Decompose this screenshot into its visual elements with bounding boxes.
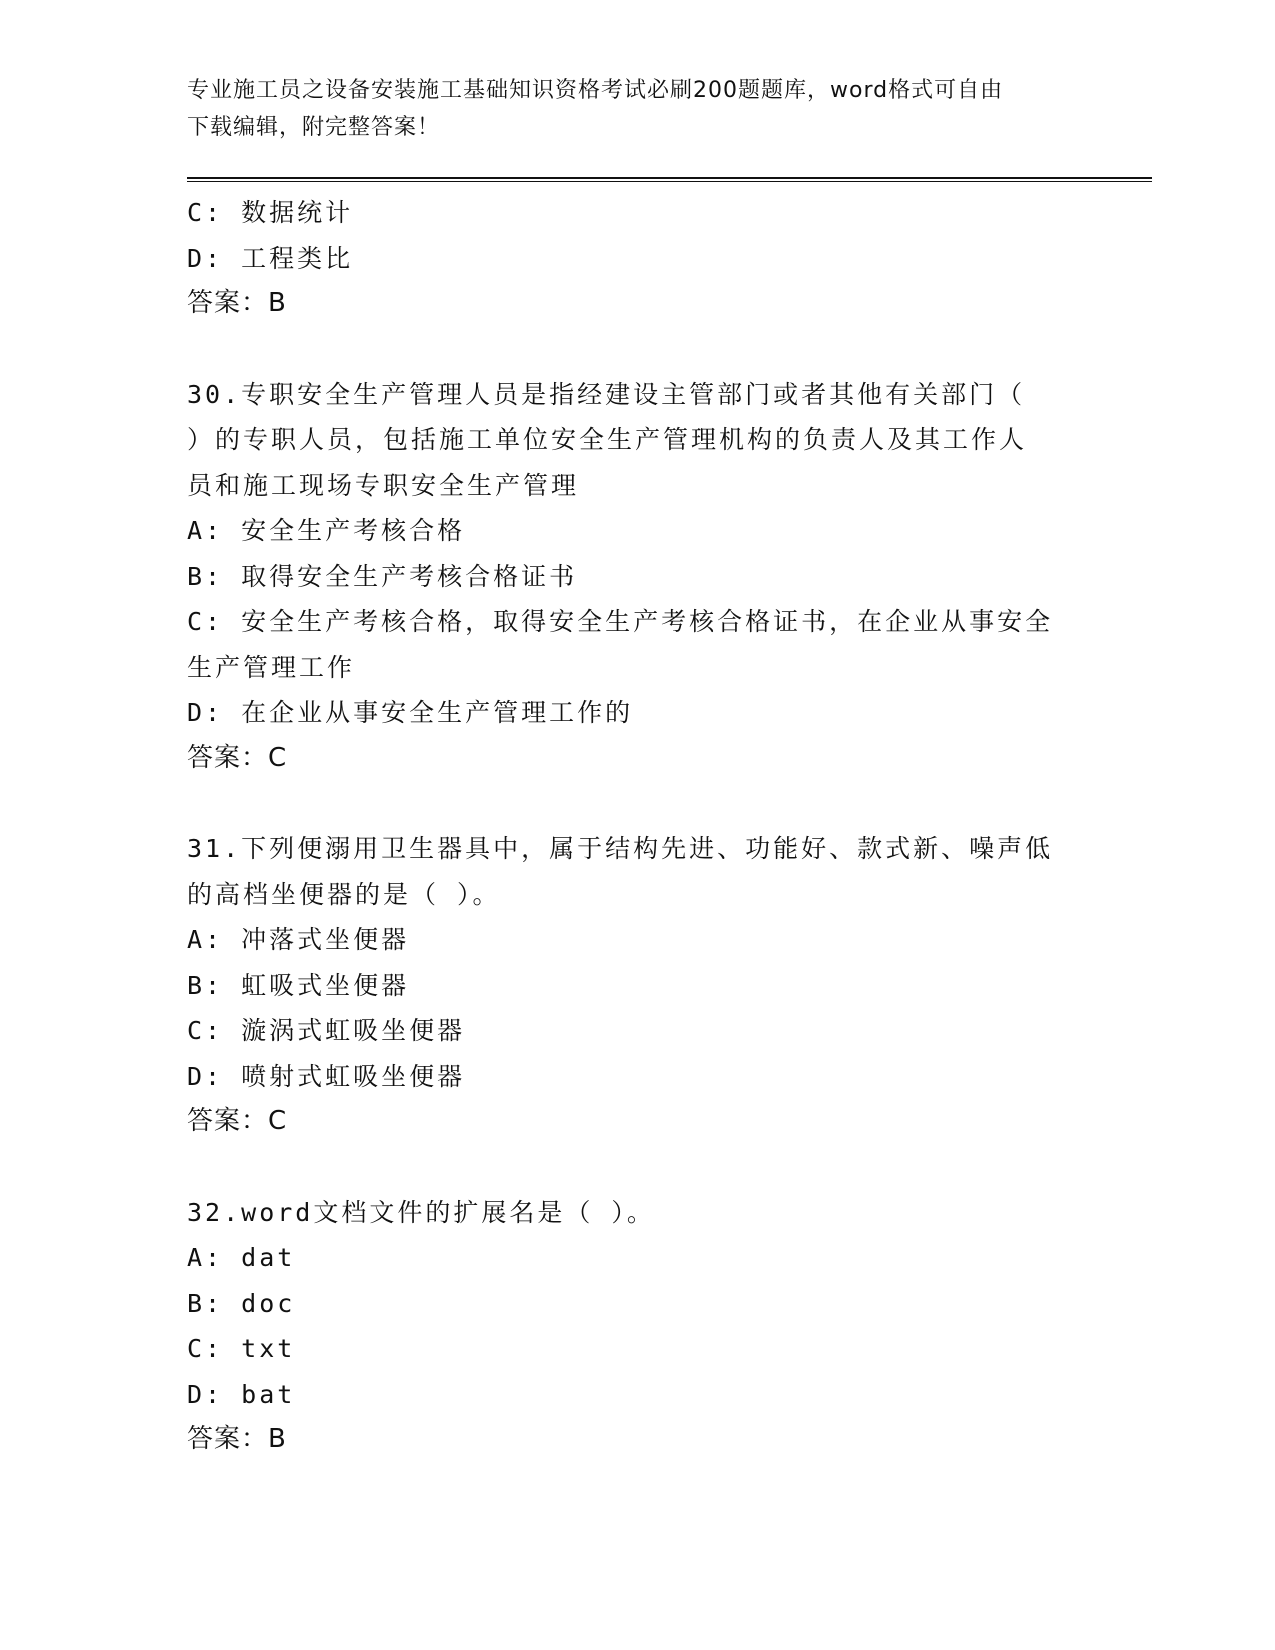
question-text-line: 31.下列便溺用卫生器具中，属于结构先进、功能好、款式新、噪声低 xyxy=(187,834,1054,863)
option-b: B: 虹吸式坐便器 xyxy=(187,970,410,1000)
option-c-continued: 生产管理工作 xyxy=(187,652,356,682)
question-29-tail xyxy=(187,190,1087,327)
header-line-1: 专业施工员之设备安装施工基础知识资格考试必刷200题题库，word格式可自由 xyxy=(187,78,1004,103)
question-30 xyxy=(187,372,1087,782)
option-c: C: 数据统计 xyxy=(187,198,354,227)
question-31 xyxy=(187,826,1087,1145)
question-32 xyxy=(187,1190,1087,1463)
spacer xyxy=(187,781,1087,826)
option-c: C: 漩涡式虹吸坐便器 xyxy=(187,1016,466,1045)
option-d: D: 在企业从事安全生产管理工作的 xyxy=(187,698,634,727)
spacer xyxy=(187,327,1087,372)
option-c: C: txt xyxy=(187,1334,296,1363)
answer: 答案：C xyxy=(187,742,288,773)
question-text-line: ）的专职人员，包括施工单位安全生产管理机构的负责人及其工作人 xyxy=(187,425,1028,454)
spacer xyxy=(187,1145,1087,1190)
option-c: C: 安全生产考核合格，取得安全生产考核合格证书，在企业从事安全 xyxy=(187,607,1054,636)
option-d: D: 喷射式虹吸坐便器 xyxy=(187,1061,466,1091)
document-header xyxy=(187,72,1067,146)
option-b: B: doc xyxy=(187,1288,296,1318)
option-a: A: 冲落式坐便器 xyxy=(187,925,410,954)
question-text-line: 的高档坐便器的是（ ）。 xyxy=(187,879,501,909)
answer: 答案：C xyxy=(187,1106,288,1136)
option-a: A: 安全生产考核合格 xyxy=(187,516,466,545)
question-text-line: 32.word文档文件的扩展名是（ ）。 xyxy=(187,1197,655,1227)
header-line-2: 下载编辑，附完整答案！ xyxy=(187,115,441,140)
document-body xyxy=(187,190,1087,1463)
answer: 答案：B xyxy=(187,288,287,318)
option-b: B: 取得安全生产考核合格证书 xyxy=(187,561,578,591)
header-divider xyxy=(187,177,1152,182)
option-d: D: 工程类比 xyxy=(187,243,354,273)
option-d: D: bat xyxy=(187,1379,296,1409)
answer: 答案：B xyxy=(187,1424,287,1454)
question-text-line: 30.专职安全生产管理人员是指经建设主管部门或者其他有关部门（ xyxy=(187,379,1026,409)
option-a: A: dat xyxy=(187,1243,296,1272)
question-text-line: 员和施工现场专职安全生产管理 xyxy=(187,470,580,500)
